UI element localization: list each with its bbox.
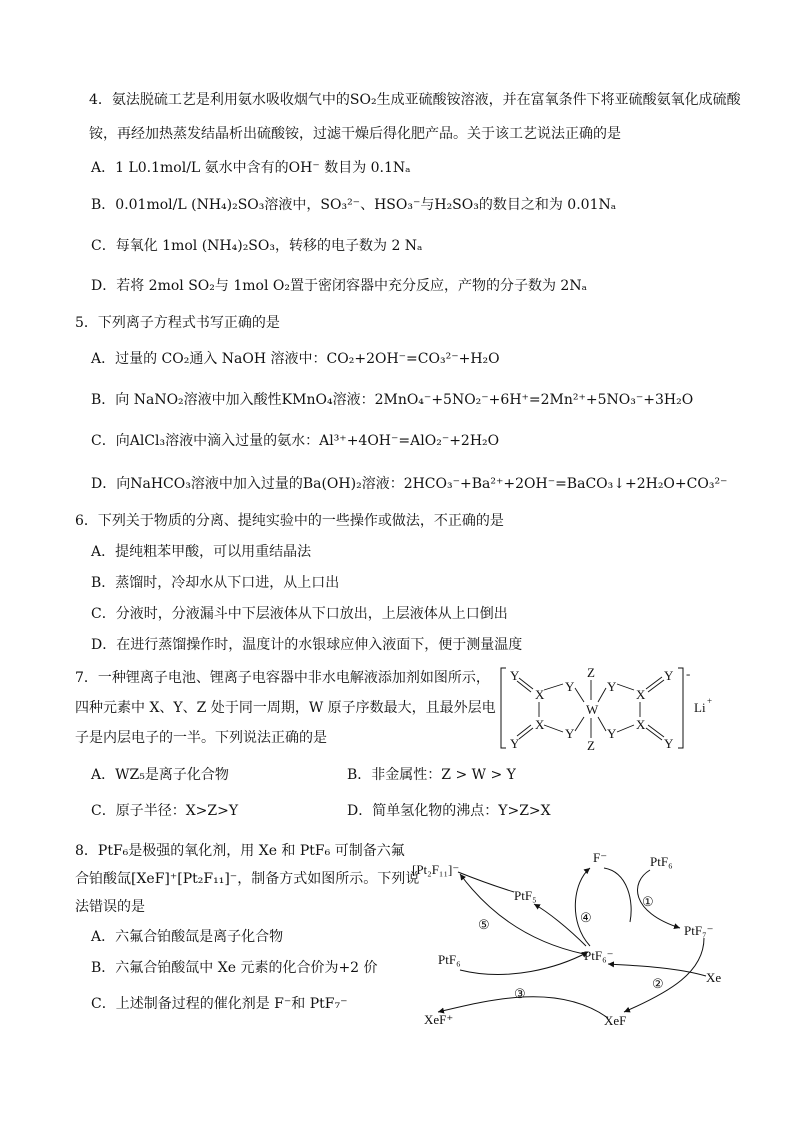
cycle-xefplus: XeF⁺ <box>424 1012 454 1027</box>
struct-z-top: Z <box>587 665 595 680</box>
cycle-fminus: F⁻ <box>593 850 608 865</box>
struct-z-bottom: Z <box>587 738 595 753</box>
struct-counter-charge: + <box>707 696 713 706</box>
q5-option-c: C．向AlCl₃溶液中滴入过量的氨水：Al³⁺+4OH⁻=AlO₂⁻+2H₂O <box>91 433 500 449</box>
q7-stem-line3: 子是内层电子的一半。下列说法正确的是 <box>75 730 327 746</box>
q4-option-b: B．0.01mol/L (NH₄)₂SO₃溶液中，SO₃²⁻、HSO₃⁻与H₂SO₃的数目之和为 0.01Nₐ <box>91 197 617 213</box>
struct-y-left-top-bridge: Y <box>565 679 575 694</box>
struct-x-left-top: X <box>535 687 545 702</box>
struct-counter-ion: Li <box>694 700 706 715</box>
q6-option-a: A．提纯粗苯甲酸，可以用重结晶法 <box>91 544 312 560</box>
q8-cycle-diagram <box>408 842 733 1032</box>
q4-stem-line1: 4．氨法脱硫工艺是利用氨水吸收烟气中的SO₂生成亚硫酸铵溶液，并在富氧条件下将亚硫酸氨氧化成硫酸 <box>89 92 741 108</box>
q8-option-c: C．上述制备过程的催化剂是 F⁻和 PtF₇⁻ <box>91 996 348 1012</box>
struct-w: W <box>586 702 599 717</box>
struct-y-left-top: Y <box>510 668 520 683</box>
q4-option-a: A．1 L0.1mol/L 氨水中含有的OH⁻ 数目为 0.1Nₐ <box>91 160 411 176</box>
q6-option-d: D．在进行蒸馏操作时，温度计的水银球应伸入液面下，便于测量温度 <box>91 637 523 653</box>
cycle-ptf7: PtF₇⁻ <box>684 923 714 938</box>
q5-option-a: A．过量的 CO₂通入 NaOH 溶液中：CO₂+2OH⁻=CO₃²⁻+H₂O <box>91 351 500 367</box>
cycle-step-2: ② <box>652 976 664 991</box>
cycle-step-5: ⑤ <box>478 917 490 932</box>
q8-stem-line2: 合铂酸氙[XeF]⁺[Pt₂F₁₁]⁻，制备方式如图所示。下列说 <box>75 871 420 887</box>
q6-stem: 6．下列关于物质的分离、提纯实验中的一些操作或做法，不正确的是 <box>75 513 504 529</box>
struct-y-right-bottom: Y <box>664 736 674 751</box>
cycle-step-4: ④ <box>580 910 592 925</box>
q7-option-c: C．原子半径：X>Z>Y <box>91 803 239 819</box>
struct-x-left-bottom: X <box>535 717 545 732</box>
q6-option-b: B．蒸馏时，冷却水从下口进，从上口出 <box>91 575 340 591</box>
struct-y-right-top-bridge: Y <box>607 679 617 694</box>
cycle-ptf6minus: PtF₆⁻ <box>584 948 614 963</box>
struct-charge: - <box>686 666 691 681</box>
cycle-pt2f11: [Pt₂F₁₁]⁻ <box>412 862 460 877</box>
cycle-ptf5: PtF₅ <box>514 888 537 903</box>
cycle-ptf6-left: PtF₆ <box>438 952 461 967</box>
cycle-arrows <box>438 868 706 1018</box>
cycle-step-1: ① <box>642 894 654 909</box>
q7-option-a: A．WZ₅是离子化合物 <box>91 767 229 783</box>
q5-option-b: B．向 NaNO₂溶液中加入酸性KMnO₄溶液：2MnO₄⁻+5NO₂⁻+6H⁺=2Mn²⁺+5NO₃⁻+3H₂O <box>91 392 694 408</box>
struct-y-left-bottom: Y <box>510 736 520 751</box>
q7-option-b: B．非金属性：Z > W > Y <box>347 767 516 783</box>
struct-y-left-bottom-bridge: Y <box>565 726 575 741</box>
cycle-xef: XeF <box>604 1013 627 1028</box>
q8-stem-line1: 8．PtF₆是极强的氧化剂，用 Xe 和 PtF₆ 可制备六氟 <box>75 843 405 859</box>
q8-option-b: B．六氟合铂酸氙中 Xe 元素的化合价为+2 价 <box>91 960 378 976</box>
cycle-ptf6-top: PtF₆ <box>650 854 673 869</box>
q4-option-c: C．每氧化 1mol (NH₄)₂SO₃，转移的电子数为 2 Nₐ <box>91 238 423 254</box>
q7-option-d: D．简单氢化物的沸点：Y>Z>X <box>347 803 551 819</box>
struct-y-right-bottom-bridge: Y <box>607 726 617 741</box>
q5-option-d: D．向NaHCO₃溶液中加入过量的Ba(OH)₂溶液：2HCO₃⁻+Ba²⁺+2OH⁻=BaCO₃↓+2H₂O+CO₃²⁻ <box>91 476 728 492</box>
q4-stem-line2: 铵，再经加热蒸发结晶析出硫酸铵，过滤干燥后得化肥产品。关于该工艺说法正确的是 <box>89 126 621 142</box>
q8-stem-line3: 法错误的是 <box>75 899 145 915</box>
struct-y-right-top: Y <box>664 668 674 683</box>
q6-option-c: C．分液时，分液漏斗中下层液体从下口放出，上层液体从上口倒出 <box>91 606 508 622</box>
cycle-step-3: ③ <box>514 986 526 1001</box>
q5-stem: 5．下列离子方程式书写正确的是 <box>75 315 280 331</box>
struct-x-right-bottom: X <box>636 717 646 732</box>
cycle-xe: Xe <box>706 970 722 985</box>
q7-structure-diagram <box>498 662 720 754</box>
struct-x-right-top: X <box>636 687 646 702</box>
q4-option-d: D．若将 2mol SO₂与 1mol O₂置于密闭容器中充分反应，产物的分子数为 2Nₐ <box>91 278 587 294</box>
q7-stem-line2: 四种元素中 X、Y、Z 处于同一周期，W 原子序数最大，且最外层电 <box>75 700 496 716</box>
q7-stem-line1: 7．一种锂离子电池、锂离子电容器中非水电解液添加剂如图所示， <box>75 670 490 686</box>
q8-option-a: A．六氟合铂酸氙是离子化合物 <box>91 929 284 945</box>
